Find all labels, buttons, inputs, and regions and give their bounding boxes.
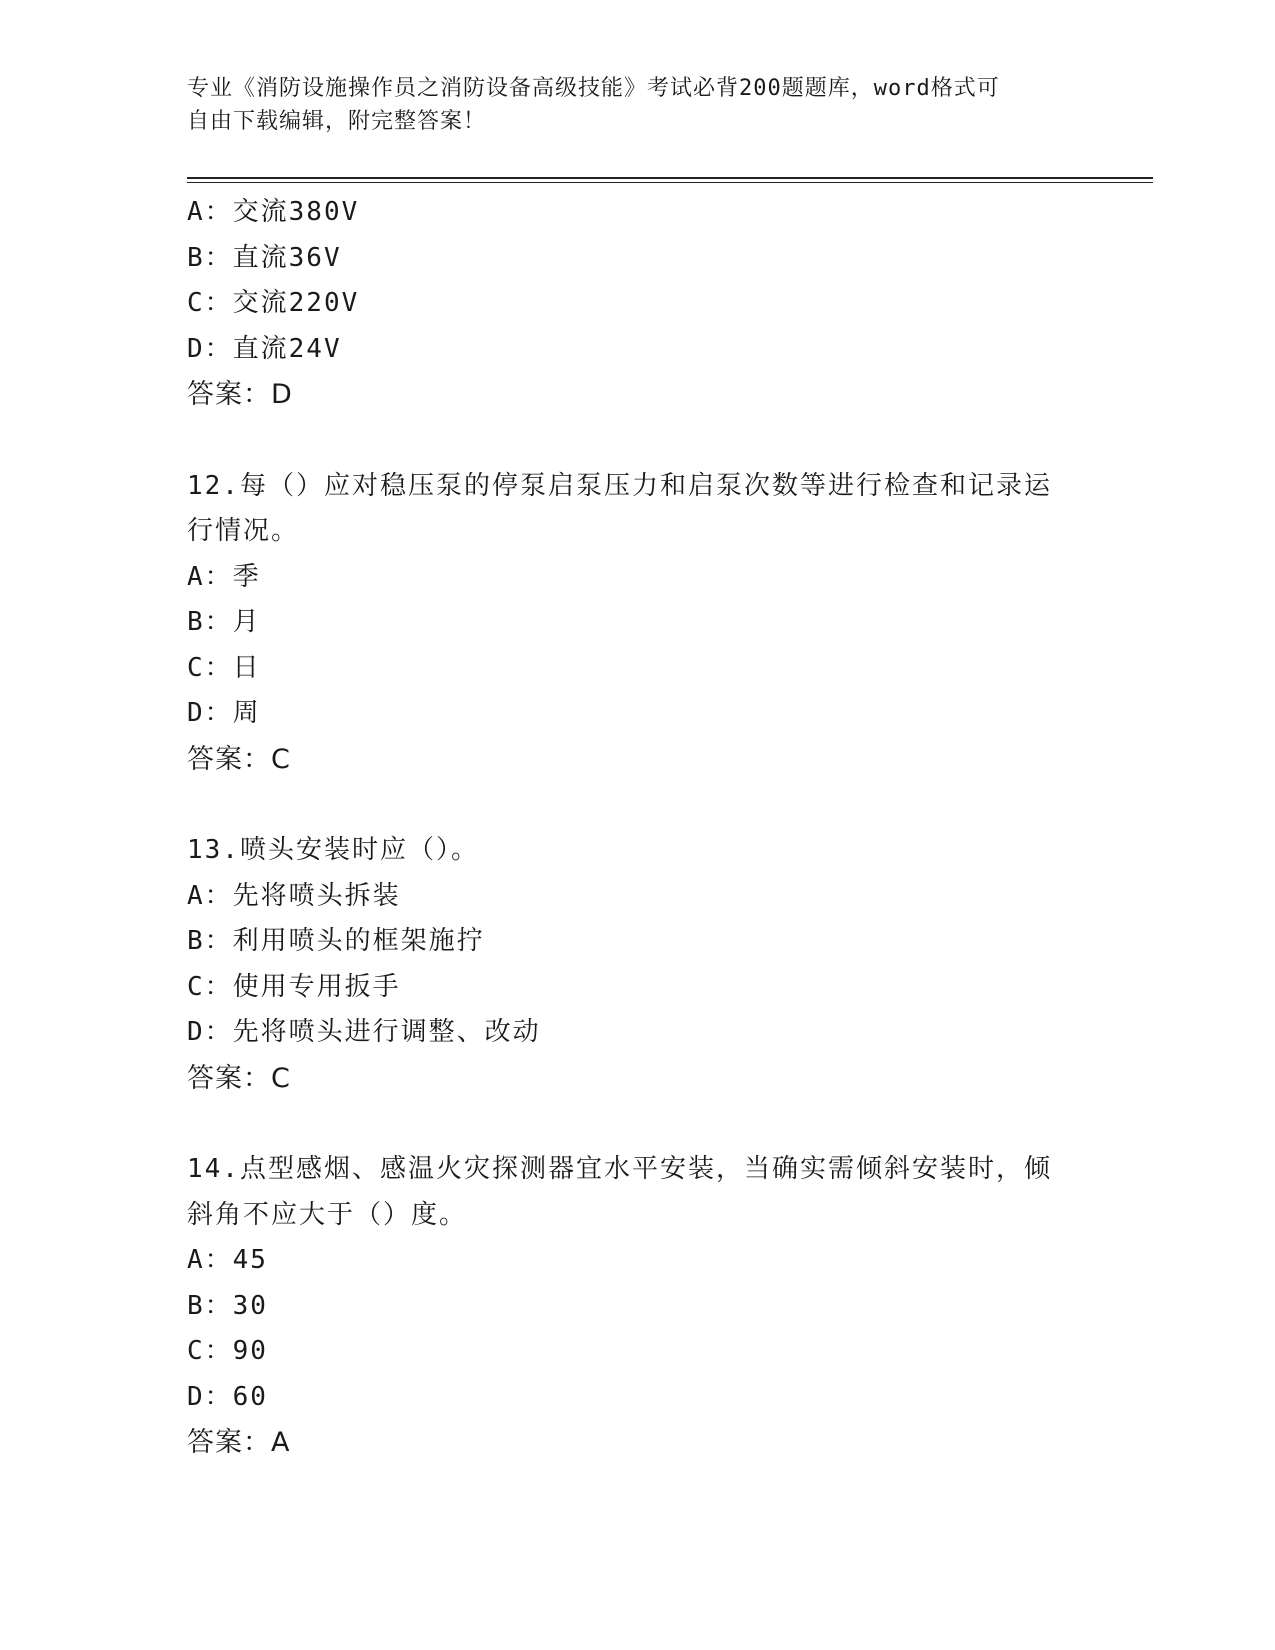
answer: 答案：C	[187, 1062, 291, 1094]
option-b: B：30	[187, 1290, 268, 1321]
question-list	[187, 190, 1087, 1466]
option-b: B：直流36V	[187, 242, 342, 273]
header-line-2: 自由下载编辑，附完整答案！	[187, 109, 487, 134]
header-divider-thin	[187, 182, 1153, 183]
header-line-1: 专业《消防设施操作员之消防设备高级技能》考试必背200题题库，word格式可	[187, 76, 1000, 101]
option-d: D：直流24V	[187, 333, 342, 364]
option-a: A：季	[187, 561, 261, 592]
option-c: C：使用专用扳手	[187, 971, 401, 1002]
option-b: B：月	[187, 607, 261, 637]
option-d: D：周	[187, 698, 261, 728]
document-header	[187, 72, 1067, 138]
option-a: A：先将喷头拆装	[187, 880, 401, 911]
question-stem-line-1: 13.喷头安装时应（）。	[187, 835, 479, 865]
question-12	[187, 464, 1087, 783]
question-14	[187, 1147, 1087, 1466]
answer: 答案：D	[187, 379, 293, 410]
option-d: D：60	[187, 1381, 268, 1412]
question-stem-line-2: 行情况。	[187, 516, 300, 546]
option-c: C：交流220V	[187, 288, 360, 318]
question-13	[187, 828, 1087, 1101]
option-a: A：交流380V	[187, 197, 360, 227]
question-11	[187, 190, 1087, 418]
answer: 答案：A	[187, 1427, 291, 1458]
question-stem-line-2: 斜角不应大于（）度。	[187, 1199, 468, 1230]
option-b: B：利用喷头的框架施拧	[187, 926, 485, 956]
answer: 答案：C	[187, 743, 291, 775]
option-c: C：日	[187, 652, 261, 683]
header-divider-thick	[187, 177, 1153, 179]
option-d: D：先将喷头进行调整、改动	[187, 1017, 541, 1047]
option-a: A：45	[187, 1245, 268, 1275]
option-c: C：90	[187, 1336, 268, 1366]
question-stem-line-1: 14.点型感烟、感温火灾探测器宜水平安装，当确实需倾斜安装时，倾	[187, 1154, 1052, 1184]
question-stem-line-1: 12.每（）应对稳压泵的停泵启泵压力和启泵次数等进行检查和记录运	[187, 470, 1052, 501]
